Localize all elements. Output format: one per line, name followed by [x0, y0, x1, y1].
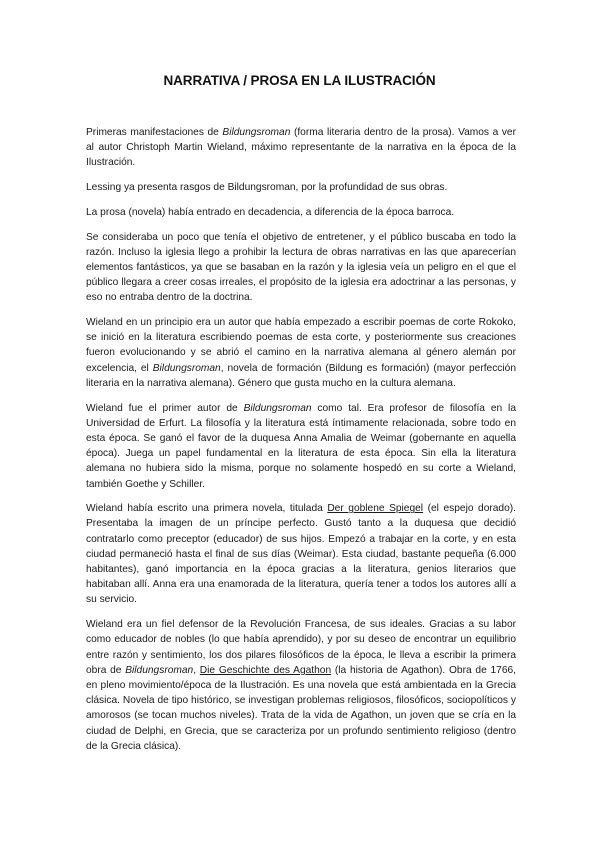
paragraph-8-segment: Wieland era un fiel defensor de la Revolución Francesa, de sus ideales. Gracias a su labor como educador de nobles (lo que había aprendido), y por su deseo de encontrar un equilibrio entre razón y sentimiento, los dos pilares filosóficos de la época, le lleva a escribir la primera obra de	[86, 619, 516, 676]
paragraph-3-segment: La prosa (novela) había entrado en decadencia, a diferencia de la época barroca.	[86, 206, 455, 218]
page-title: NARRATIVA / PROSA EN LA ILUSTRACIÓN	[163, 73, 436, 88]
paragraph-1-segment: (forma literaria dentro de la prosa). Vamos a ver al autor Christoph Martin Wieland, máximo representante de la narrativa en la época de la Ilustración.	[86, 127, 516, 169]
paragraph-1-segment: Primeras manifestaciones de	[86, 127, 223, 138]
paragraph-6-segment: como tal. Era profesor de filosofía en la Universidad de Erfurt. La filosofía y la literatura está íntimamente relacionada, sobre todo en esta época. Se ganó el favor de la duquesa Anna Amalia de Weimar (gobernante en aquella época). Juega un papel fundamental en la literatura de esta época. Sin ella la literatura alemana no hubiera sido la misma, porque no solamente hospedó en su corte a Wieland, también Goethe y Schiller.	[86, 402, 516, 490]
paragraph-8-segment: (la historia de Agathon). Obra de 1766, en pleno movimiento/época de la Ilustración. Es una novela que está ambientada en la Grecia clásica. Novela de tipo histórico, se investigan problemas religiosos, filosóficos, sociopolíticos y amorosos (se tocan muchos niveles). Trata de la vida de Agathon, un joven que se cría en la ciudad de Delphi, en Grecia, que se caracteriza por un profundo sentimiento religioso (dentro de la Grecia clásica).	[86, 664, 516, 752]
paragraph-1	[86, 125, 516, 171]
paragraph-6-segment: Wieland fue el primer autor de	[86, 402, 244, 414]
paragraph-6-segment: Bildungsroman	[243, 402, 312, 414]
paragraph-8-segment: Bildungsroman	[125, 664, 194, 676]
paragraph-7-segment: Der goblene Spiegel	[327, 503, 424, 515]
paragraph-5	[86, 315, 516, 391]
paragraph-4	[86, 230, 516, 306]
paragraph-8-segment: ,	[193, 664, 200, 676]
paragraph-2	[86, 180, 516, 195]
paragraph-7-segment: Wieland había escrito una primera novela, titulada	[86, 503, 328, 515]
paragraph-2-segment: Lessing ya presenta rasgos de Bildungsroman, por la profundidad de sus obras.	[86, 182, 448, 194]
paragraph-4-segment: Se consideraba un poco que tenía el objetivo de entretener, y el público buscaba en todo la razón. Incluso la iglesia llego a prohibir la lectura de obras narrativas en las que aparecerían elementos fantásticos, ya que se basaban en la razón y la iglesia veía un peligro en el que el público llegara a creer cosas irreales, el propósito de la iglesia era adoctrinar a las personas, y eso no entraba dentro de la doctrina.	[86, 231, 516, 304]
paragraph-1-segment: Bildungsroman	[222, 127, 291, 138]
paragraph-5-segment: , novela de formación (Bildung es formación) (mayor perfección literaria en la narrativa alemana). Género que gusta mucho en la cultura alemana.	[86, 362, 516, 389]
paragraph-7	[86, 501, 516, 607]
paragraph-3	[86, 205, 516, 220]
document-body	[86, 125, 516, 764]
paragraph-5-segment: Wieland en un principio era un autor que había empezado a escribir poemas de corte Rokoko, se inició en la literatura escribiendo poemas de esta corte, y posteriormente sus creaciones fueron evolucionando y se abrió el camino en la narrativa alemana al género alemán por excelencia, el	[86, 317, 516, 374]
paragraph-5-segment: Bildungsroman	[152, 362, 221, 374]
paragraph-8	[86, 617, 516, 754]
paragraph-7-segment: (el espejo dorado). Presentaba la imagen de un príncipe perfecto. Gustó tanto a la duquesa que decidió contratarlo como preceptor (educador) de sus hijos. Empezó a trabajar en la corte, y en esta ciudad permaneció hasta el final de sus días (Weimar). Esta ciudad, bastante pequeña (6.000 habitantes), ganó importancia en la época gracias a la literatura, genios literarios que habitaban allí. Anna era una enamorada de la literatura, quería tener a todos los autores allí a su servicio.	[86, 503, 516, 606]
paragraph-8-segment: Die Geschichte des Agathon	[199, 664, 332, 676]
paragraph-6	[86, 401, 516, 492]
